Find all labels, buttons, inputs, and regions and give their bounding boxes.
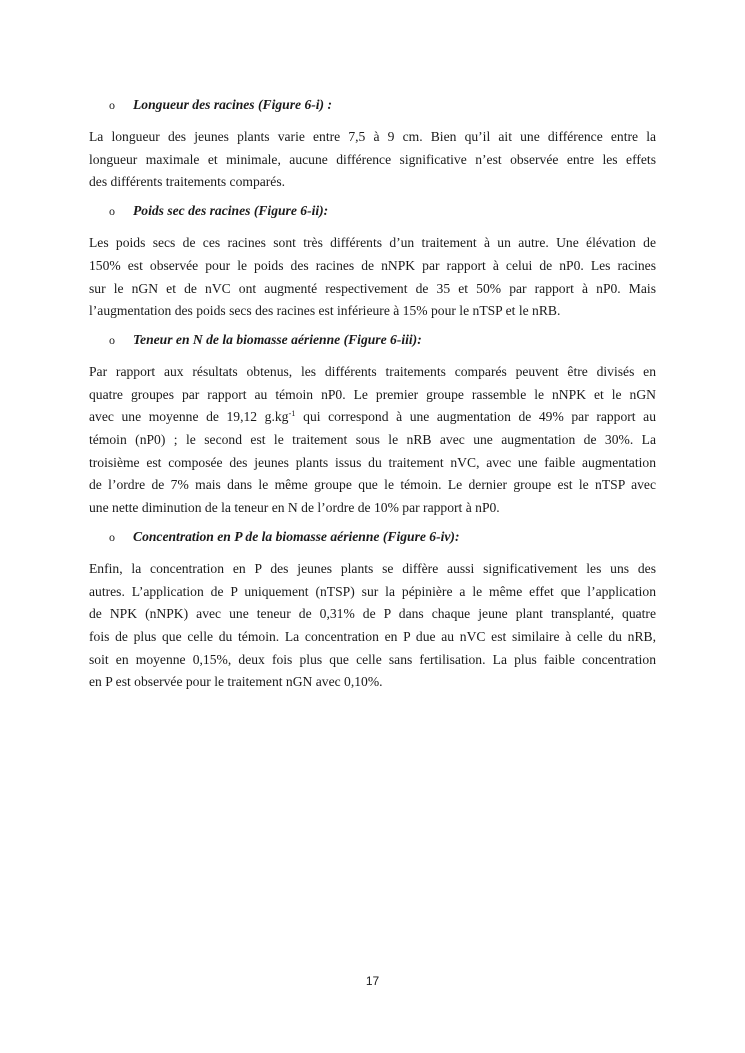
line-text: avec une moyenne de 19,12 g.kg — [89, 409, 289, 425]
paragraph-line: l’augmentation des poids secs des racines est inférieure à 15% pour le nTSP et le nRB. — [89, 303, 561, 319]
paragraph-line: longueur maximale et minimale, aucune différence significative n’est observée entre les effets — [89, 151, 656, 167]
page-number: 17 — [365, 974, 380, 988]
paragraph-line: fois de plus que celle du témoin. La concentration en P due au nVC est similaire à celle du nRB, — [89, 628, 656, 644]
bullet-marker: o — [109, 529, 115, 544]
section-heading-n-content — [89, 329, 656, 351]
paragraph-line: témoin (nP0) ; le second est le traitement sous le nRB avec une augmentation de 30%. La — [89, 432, 656, 448]
paragraph-line: troisième est composée des jeunes plants issus du traitement nVC, avec une faible augmentation — [89, 454, 656, 470]
paragraph-p-concentration — [89, 558, 656, 694]
paragraph-root-length — [89, 126, 656, 194]
line-text: qui correspond à une augmentation de 49% par rapport au — [295, 409, 656, 425]
paragraph-line: Les poids secs de ces racines sont très différents d’un traitement à un autre. Une élévation de — [89, 235, 656, 251]
paragraph-line: autres. L’application de P uniquement (nTSP) sur la pépinière a le même effet que l’application — [89, 583, 656, 599]
paragraph-line-with-unit — [89, 406, 656, 429]
bullet-marker: o — [109, 98, 115, 112]
paragraph-n-content — [89, 361, 656, 520]
unit-superscript: -1 — [288, 408, 296, 419]
paragraph-line: Par rapport aux résultats obtenus, les différents traitements comparés peuvent être divisés en — [89, 363, 656, 379]
bullet-marker: o — [109, 204, 115, 219]
heading-text: Concentration en P de la biomasse aérienne (Figure 6-iv): — [133, 528, 460, 544]
paragraph-line: La longueur des jeunes plants varie entre 7,5 à 9 cm. Bien qu’il ait une différence entre la — [89, 129, 656, 144]
heading-text: Teneur en N de la biomasse aérienne (Figure 6-iii): — [133, 331, 422, 347]
paragraph-line: des différents traitements comparés. — [89, 174, 286, 190]
bullet-marker: o — [109, 332, 115, 347]
paragraph-line: soit en moyenne 0,15%, deux fois plus que celle sans fertilisation. La plus faible concentration — [89, 651, 656, 667]
paragraph-line: en P est observée pour le traitement nGN avec 0,10%. — [89, 674, 383, 690]
paragraph-line: de NPK (nNPK) avec une teneur de 0,31% de P dans chaque jeune plant transplanté, quatre — [89, 606, 656, 622]
paragraph-line: sur le nGN et de nVC ont augmenté respectivement de 35 et 50% par rapport à nP0. Mais — [89, 280, 656, 296]
document-page — [89, 94, 656, 694]
section-heading-root-dry-weight — [89, 200, 656, 222]
heading-text: Longueur des racines (Figure 6-i) : — [133, 97, 333, 112]
paragraph-line: quatre groupes par rapport au témoin nP0. Le premier groupe rassemble le nNPK et le nGN — [89, 386, 656, 402]
section-heading-p-concentration — [89, 526, 656, 548]
section-heading-root-length — [89, 94, 656, 116]
paragraph-line: une nette diminution de la teneur en N de l’ordre de 10% par rapport à nP0. — [89, 500, 500, 516]
heading-text: Poids sec des racines (Figure 6-ii): — [133, 203, 329, 219]
paragraph-root-dry-weight — [89, 232, 656, 323]
paragraph-line: 150% est observée pour le poids des racines de nNPK par rapport à celui de nP0. Les racines — [89, 257, 656, 273]
paragraph-line: Enfin, la concentration en P des jeunes plants se diffère aussi significativement les uns des — [89, 560, 656, 576]
paragraph-line: de l’ordre de 7% mais dans le même groupe que le témoin. Le dernier groupe est le nTSP avec — [89, 477, 656, 493]
